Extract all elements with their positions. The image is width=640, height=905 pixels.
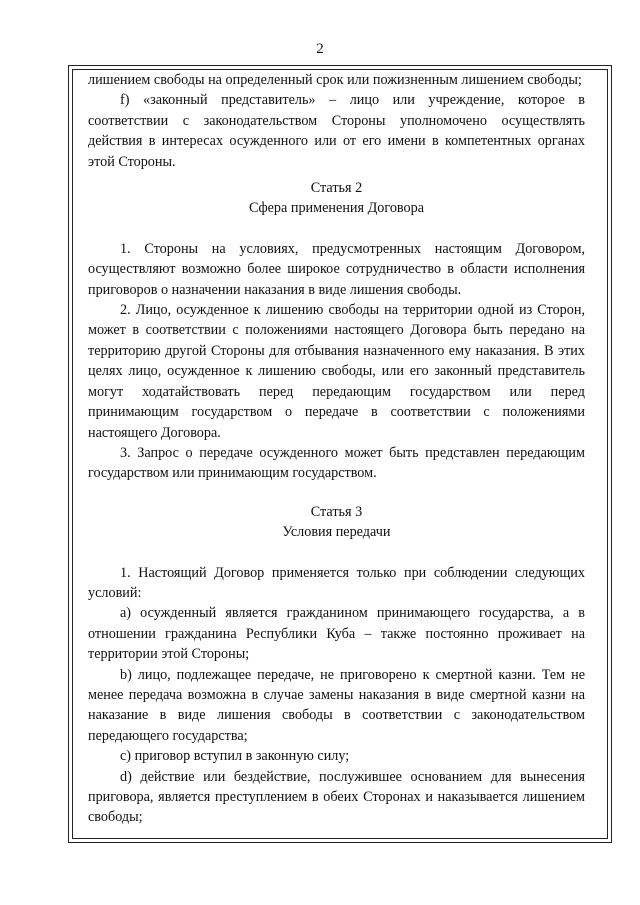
- article3-item-d: d) действие или бездействие, послужившее основанием для вынесения приговора, является преступлением в обеих Сторонах и наказывается лишением свободы;: [88, 768, 585, 826]
- article3-title: Условия передачи: [282, 524, 391, 541]
- article3-item-b: b) лицо, подлежащее передаче, не приговорено к смертной казни. Тем не менее передача возможна в случае замены наказания в виде смертной казни на наказание в виде лишения свободы в соответствии с законодательством передающего государства;: [88, 666, 585, 744]
- article3-item-c: с) приговор вступил в законную силу;: [120, 748, 350, 765]
- article2-paragraph-1: 1. Стороны на условиях, предусмотренных настоящим Договором, осуществляют возможно более широкое сотрудничество в области исполнения приговоров о назначении наказания в виде лишения свободы.: [88, 240, 585, 298]
- article2-paragraph-2: 2. Лицо, осужденное к лишению свободы на территории одной из Сторон, может в соответствии с положениями настоящего Договора быть передано на территорию другой Стороны для отбывания назначенного ему наказания. В этих целях лицо, осужденное к лишению свободы, или его законный представитель могут ходатайствовать перед передающим государством или перед принимающим государством о передаче в соответствии с положениями настоящего Договора.: [88, 302, 585, 441]
- page-number: 2: [316, 41, 324, 57]
- article3-intro: 1. Настоящий Договор применяется только при соблюдении следующих условий:: [88, 564, 585, 601]
- article1-continuation: лишением свободы на определенный срок или пожизненным лишением свободы;: [88, 72, 582, 88]
- document-body: [88, 70, 585, 828]
- article2-number: Статья 2: [310, 180, 363, 197]
- article1-item-f: f) «законный представитель» – лицо или учреждение, которое в соответствии с законодательством Стороны уполномочено осуществлять действия в интересах осужденного или от его имени в компетентных органах этой Стороны.: [88, 92, 585, 170]
- article2-paragraph-3: 3. Запрос о передаче осужденного может быть представлен передающим государством или принимающим государством.: [88, 444, 585, 482]
- article3-item-a: а) осужденный является гражданином принимающего государства, а в отношении гражданина Республики Куба – также постоянно проживает на территории этой Стороны;: [88, 605, 585, 663]
- article2-title: Сфера применения Договора: [248, 200, 424, 217]
- article3-number: Статья 3: [310, 503, 363, 520]
